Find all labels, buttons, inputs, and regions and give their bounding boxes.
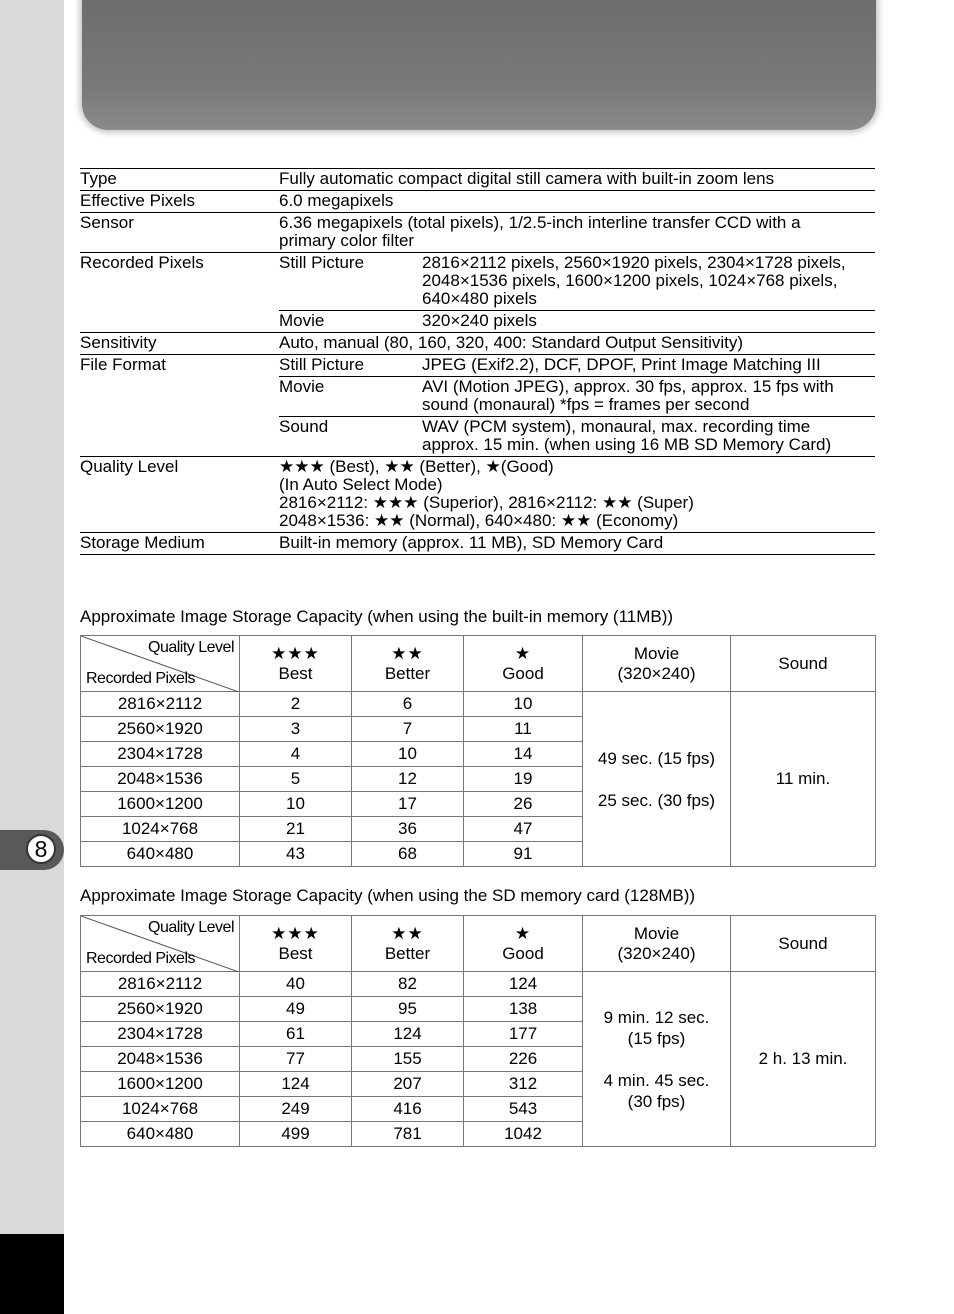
- sound-cell: 11 min.: [731, 692, 876, 867]
- spec-label: Sensor: [80, 213, 279, 253]
- format-movie-line-1: AVI (Motion JPEG), approx. 30 fps, approx. 15 fps with: [422, 377, 834, 396]
- better-cell: 82: [352, 972, 464, 997]
- better-cell: 6: [352, 692, 464, 717]
- spec-value: Fully automatic compact digital still camera with built-in zoom lens: [279, 169, 875, 191]
- good-cell: 14: [464, 742, 583, 767]
- res-cell: 2816×2112: [81, 692, 240, 717]
- better-cell: 95: [352, 997, 464, 1022]
- recorded-pixels-label: Recorded Pixels: [86, 950, 195, 967]
- table-row: [81, 972, 876, 997]
- col-movie: [583, 636, 731, 692]
- side-margin-bar: [0, 0, 64, 1314]
- col-movie-res: (320×240): [617, 663, 696, 683]
- res-cell: 2560×1920: [81, 717, 240, 742]
- two-star-icon: ★★: [391, 923, 424, 943]
- movie-30fps-rate: (30 fps): [627, 1091, 686, 1111]
- format-sound-line-1: WAV (PCM system), monaural, max. recording time: [422, 417, 811, 436]
- better-cell: 36: [352, 817, 464, 842]
- best-cell: 61: [240, 1022, 352, 1047]
- best-cell: 43: [240, 842, 352, 867]
- spec-sublabel: Movie: [279, 377, 422, 417]
- three-star-icon: ★★★: [271, 643, 320, 663]
- table-header-row: [81, 636, 876, 692]
- col-good: [464, 916, 583, 972]
- spec-label: Type: [80, 169, 279, 191]
- res-cell: 1024×768: [81, 1097, 240, 1122]
- two-star-icon: ★★: [391, 643, 424, 663]
- sound-cell: 2 h. 13 min.: [731, 972, 876, 1147]
- col-best: [240, 636, 352, 692]
- capacity-sd-table: [80, 915, 876, 1147]
- res-cell: 2304×1728: [81, 1022, 240, 1047]
- recorded-still-line-1: 2816×2112 pixels, 2560×1920 pixels, 2304×1728 pixels,: [422, 253, 846, 272]
- better-cell: 155: [352, 1047, 464, 1072]
- movie-15fps-time: 9 min. 12 sec.: [603, 1007, 710, 1027]
- best-cell: 4: [240, 742, 352, 767]
- col-better: [352, 916, 464, 972]
- res-cell: 1600×1200: [81, 1072, 240, 1097]
- one-star-icon: ★: [514, 923, 532, 943]
- better-cell: 17: [352, 792, 464, 817]
- good-cell: 543: [464, 1097, 583, 1122]
- movie-15fps: 49 sec. (15 fps): [597, 748, 716, 768]
- good-cell: 19: [464, 767, 583, 792]
- col-best: [240, 916, 352, 972]
- spec-row-pixels: [80, 191, 875, 213]
- res-cell: 2048×1536: [81, 1047, 240, 1072]
- good-cell: 47: [464, 817, 583, 842]
- better-cell: 781: [352, 1122, 464, 1147]
- good-cell: 177: [464, 1022, 583, 1047]
- good-cell: 138: [464, 997, 583, 1022]
- spec-value: Auto, manual (80, 160, 320, 400: Standard Output Sensitivity): [279, 333, 875, 355]
- spec-label: Effective Pixels: [80, 191, 279, 213]
- best-cell: 49: [240, 997, 352, 1022]
- spec-label: Storage Medium: [80, 533, 279, 555]
- good-cell: 10: [464, 692, 583, 717]
- spec-table: [80, 168, 875, 555]
- side-footer-block: [0, 1234, 64, 1314]
- col-movie-label: Movie: [633, 643, 680, 663]
- spec-row-storage: [80, 533, 875, 555]
- good-cell: 312: [464, 1072, 583, 1097]
- spec-value: [422, 253, 875, 311]
- recorded-still-line-3: 640×480 pixels: [422, 289, 537, 308]
- better-cell: 7: [352, 717, 464, 742]
- format-movie-line-2: sound (monaural) *fps = frames per second: [422, 395, 750, 414]
- spec-value: 320×240 pixels: [422, 311, 875, 333]
- res-cell: 1600×1200: [81, 792, 240, 817]
- res-cell: 2816×2112: [81, 972, 240, 997]
- spec-value: 6.0 megapixels: [279, 191, 875, 213]
- better-cell: 207: [352, 1072, 464, 1097]
- best-cell: 10: [240, 792, 352, 817]
- quality-line-3: 2816×2112: ★★★ (Superior), 2816×2112: ★★ (Super): [279, 493, 694, 512]
- res-cell: 2304×1728: [81, 742, 240, 767]
- col-best-label: Best: [278, 943, 313, 963]
- movie-cell: [583, 692, 731, 867]
- corner-header: [81, 636, 240, 692]
- quality-level-label: Quality Level: [148, 919, 234, 936]
- col-best-label: Best: [278, 663, 313, 683]
- sensor-line-1: 6.36 megapixels (total pixels), 1/2.5-inch interline transfer CCD with a: [279, 213, 801, 232]
- good-cell: 11: [464, 717, 583, 742]
- movie-15fps-rate: (15 fps): [627, 1028, 686, 1048]
- col-better-label: Better: [384, 663, 431, 683]
- good-cell: 226: [464, 1047, 583, 1072]
- spec-value: [279, 213, 875, 253]
- better-cell: 416: [352, 1097, 464, 1122]
- header-banner: [82, 0, 876, 130]
- better-cell: 124: [352, 1022, 464, 1047]
- spec-row-recorded-still: [80, 253, 875, 311]
- quality-line-2: (In Auto Select Mode): [279, 475, 443, 494]
- spec-value: JPEG (Exif2.2), DCF, DPOF, Print Image Matching III: [422, 355, 875, 377]
- table-header-row: [81, 916, 876, 972]
- quality-line-4: 2048×1536: ★★ (Normal), 640×480: ★★ (Economy): [279, 511, 679, 530]
- one-star-icon: ★: [514, 643, 532, 663]
- capacity-builtin-caption: Approximate Image Storage Capacity (when using the built-in memory (11MB)): [80, 607, 674, 626]
- better-cell: 68: [352, 842, 464, 867]
- format-sound-line-2: approx. 15 min. (when using 16 MB SD Memory Card): [422, 435, 832, 454]
- res-cell: 640×480: [81, 842, 240, 867]
- chapter-number: 8: [26, 834, 56, 864]
- corner-header: [81, 916, 240, 972]
- quality-line-1: ★★★ (Best), ★★ (Better), ★(Good): [279, 457, 554, 476]
- spec-value: [279, 457, 875, 533]
- best-cell: 3: [240, 717, 352, 742]
- spec-sublabel: Movie: [279, 311, 422, 333]
- spec-row-quality: [80, 457, 875, 533]
- better-cell: 10: [352, 742, 464, 767]
- spec-label: Recorded Pixels: [80, 253, 279, 333]
- good-cell: 124: [464, 972, 583, 997]
- col-good: [464, 636, 583, 692]
- spec-row-type: [80, 169, 875, 191]
- best-cell: 499: [240, 1122, 352, 1147]
- res-cell: 2560×1920: [81, 997, 240, 1022]
- good-cell: 91: [464, 842, 583, 867]
- best-cell: 249: [240, 1097, 352, 1122]
- col-sound: Sound: [731, 636, 876, 692]
- spec-row-format-still: [80, 355, 875, 377]
- spec-label: Quality Level: [80, 457, 279, 533]
- best-cell: 21: [240, 817, 352, 842]
- col-sound: Sound: [731, 916, 876, 972]
- good-cell: 1042: [464, 1122, 583, 1147]
- spec-value: Built-in memory (approx. 11 MB), SD Memory Card: [279, 533, 875, 555]
- recorded-still-line-2: 2048×1536 pixels, 1600×1200 pixels, 1024×768 pixels,: [422, 271, 838, 290]
- best-cell: 5: [240, 767, 352, 792]
- col-better-label: Better: [384, 943, 431, 963]
- spec-sublabel: Still Picture: [279, 253, 422, 311]
- sensor-line-2: primary color filter: [279, 231, 415, 250]
- spec-label: File Format: [80, 355, 279, 457]
- three-star-icon: ★★★: [271, 923, 320, 943]
- col-good-label: Good: [502, 943, 544, 963]
- res-cell: 2048×1536: [81, 767, 240, 792]
- col-good-label: Good: [502, 663, 544, 683]
- spec-sublabel: Sound: [279, 417, 422, 457]
- movie-cell: [583, 972, 731, 1147]
- spec-label: Sensitivity: [80, 333, 279, 355]
- best-cell: 77: [240, 1047, 352, 1072]
- movie-30fps: 25 sec. (30 fps): [597, 790, 716, 810]
- table-row: [81, 692, 876, 717]
- res-cell: 1024×768: [81, 817, 240, 842]
- capacity-builtin-table: [80, 635, 876, 867]
- spec-row-sensitivity: [80, 333, 875, 355]
- best-cell: 124: [240, 1072, 352, 1097]
- res-cell: 640×480: [81, 1122, 240, 1147]
- best-cell: 2: [240, 692, 352, 717]
- col-movie-res: (320×240): [617, 943, 696, 963]
- spec-value: [422, 377, 875, 417]
- spec-sublabel: Still Picture: [279, 355, 422, 377]
- quality-level-label: Quality Level: [148, 639, 234, 656]
- movie-30fps-time: 4 min. 45 sec.: [603, 1070, 710, 1090]
- col-movie-label: Movie: [633, 923, 680, 943]
- recorded-pixels-label: Recorded Pixels: [86, 670, 195, 687]
- spec-value: [422, 417, 875, 457]
- col-movie: [583, 916, 731, 972]
- spec-row-sensor: [80, 213, 875, 253]
- best-cell: 40: [240, 972, 352, 997]
- col-better: [352, 636, 464, 692]
- good-cell: 26: [464, 792, 583, 817]
- capacity-sd-caption: Approximate Image Storage Capacity (when using the SD memory card (128MB)): [80, 886, 696, 905]
- better-cell: 12: [352, 767, 464, 792]
